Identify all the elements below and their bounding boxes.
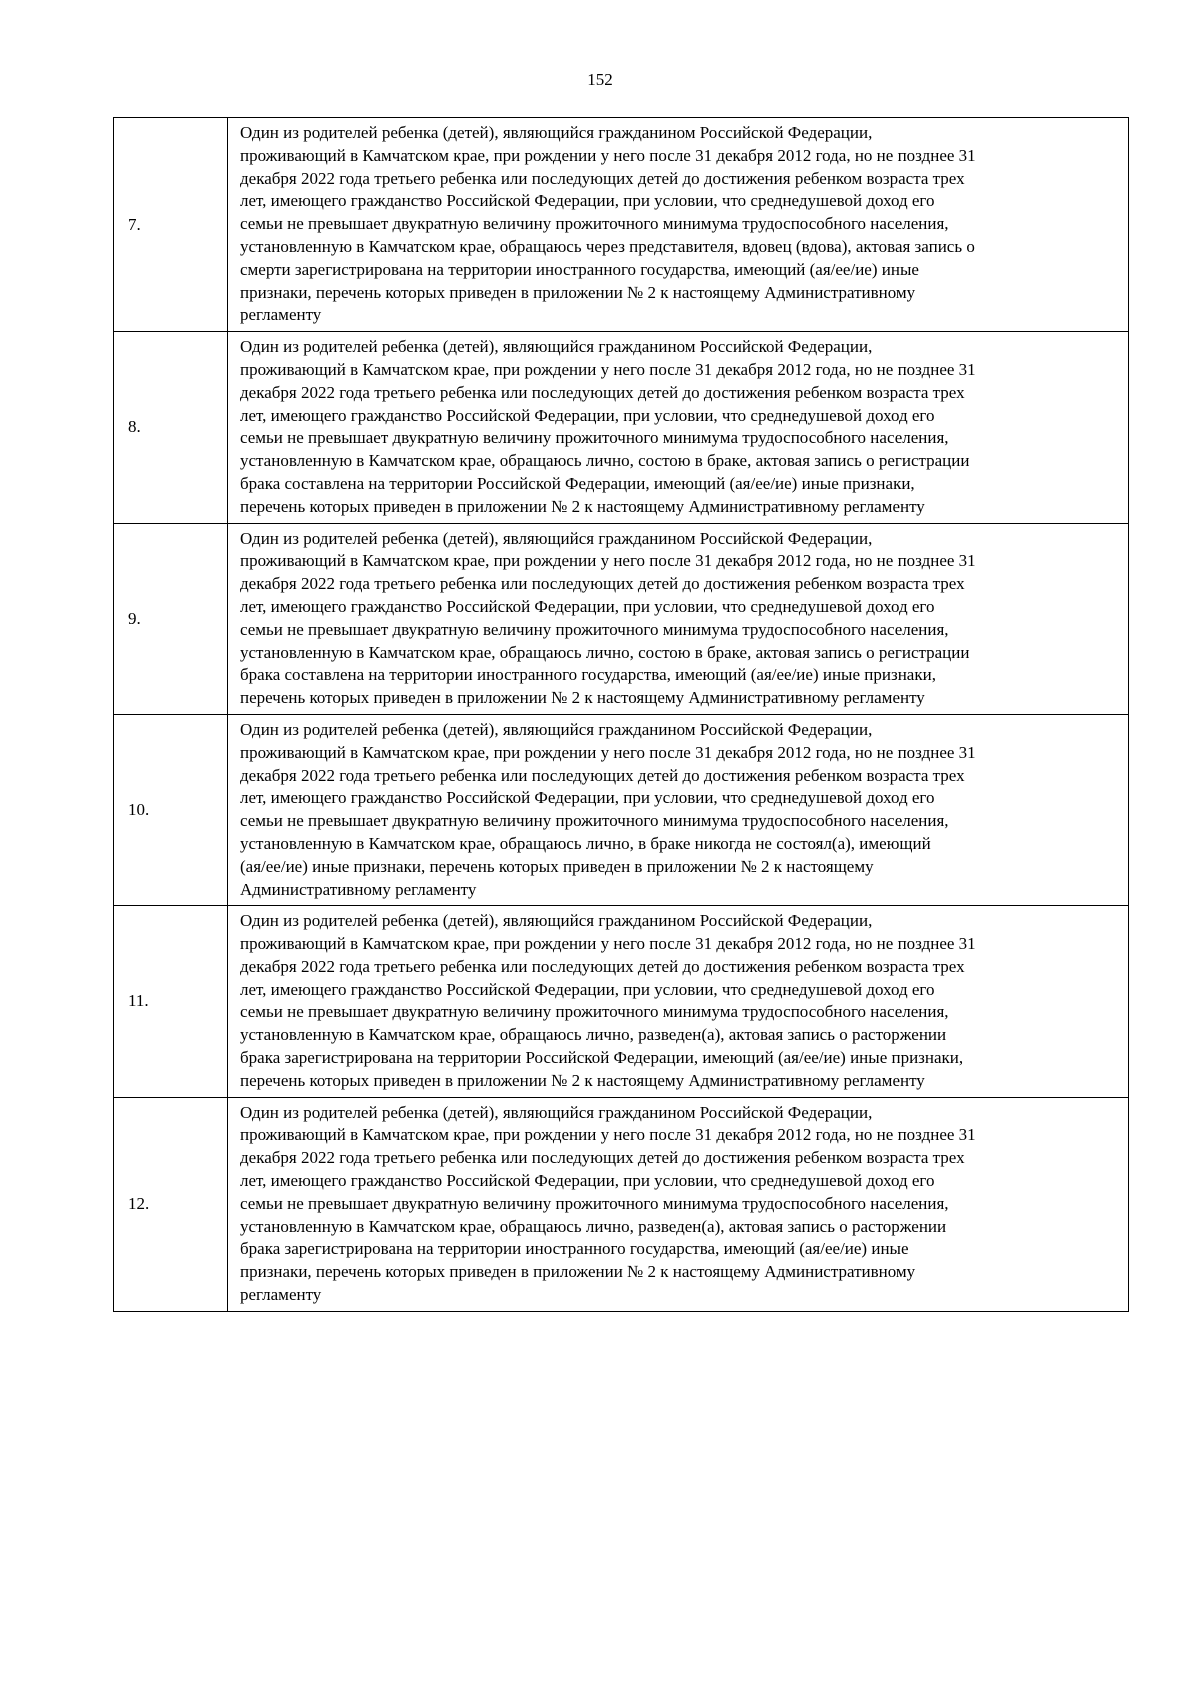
description-line: перечень которых приведен в приложении № 2 к настоящему Административному регламенту [240, 496, 925, 516]
description-line: лет, имеющего гражданство Российской Федерации, при условии, что среднедушевой доход его [240, 788, 935, 808]
regulation-table [113, 117, 1129, 1312]
row-number: 9. [114, 523, 228, 714]
description-line: лет, имеющего гражданство Российской Федерации, при условии, что среднедушевой доход его [240, 1171, 935, 1191]
description-line: лет, имеющего гражданство Российской Федерации, при условии, что среднедушевой доход его [240, 405, 935, 425]
description-line: установленную в Камчатском крае, обращаюсь лично, разведен(а), актовая запись о расторжении [240, 1216, 947, 1236]
description-line: декабря 2022 года третьего ребенка или последующих детей до достижения ребенком возраста трех [240, 574, 965, 594]
description-line: (ая/ее/ие) иные признаки, перечень которых приведен в приложении № 2 к настоящему [240, 856, 874, 876]
description-line: семьи не превышает двукратную величину прожиточного минимума трудоспособного населения, [240, 1193, 949, 1213]
description-line: семьи не превышает двукратную величину прожиточного минимума трудоспособного населения, [240, 428, 949, 448]
page-number: 152 [587, 70, 613, 89]
row-number: 10. [114, 714, 228, 905]
table-body [114, 118, 1129, 1312]
row-number: 11. [114, 906, 228, 1097]
description-line: Один из родителей ребенка (детей), являющийся гражданином Российской Федерации, [240, 1102, 873, 1122]
description-line: проживающий в Камчатском крае, при рождении у него после 31 декабря 2012 года, но не позднее 31 [240, 1125, 976, 1145]
description-line: брака составлена на территории иностранного государства, имеющий (ая/ее/ие) иные признаки, [240, 665, 936, 685]
row-description [228, 714, 1129, 905]
description-line: декабря 2022 года третьего ребенка или последующих детей до достижения ребенком возраста трех [240, 1148, 965, 1168]
description-line: установленную в Камчатском крае, обращаюсь лично, состою в браке, актовая запись о регистрации [240, 451, 970, 471]
description-line: брака зарегистрирована на территории Российской Федерации, имеющий (ая/ее/ие) иные признаки, [240, 1048, 964, 1068]
description-line: Административному регламенту [240, 879, 477, 899]
description-line: перечень которых приведен в приложении № 2 к настоящему Административному регламенту [240, 1070, 925, 1090]
description-line: проживающий в Камчатском крае, при рождении у него после 31 декабря 2012 года, но не позднее 31 [240, 551, 976, 571]
description-line: перечень которых приведен в приложении № 2 к настоящему Административному регламенту [240, 688, 925, 708]
description-line: брака составлена на территории Российской Федерации, имеющий (ая/ее/ие) иные признаки, [240, 473, 915, 493]
description-line: Один из родителей ребенка (детей), являющийся гражданином Российской Федерации, [240, 528, 873, 548]
description-line: регламенту [240, 305, 322, 325]
table-row [114, 523, 1129, 714]
description-line: установленную в Камчатском крае, обращаюсь через представителя, вдовец (вдова), актовая запись о [240, 236, 975, 256]
row-description [228, 332, 1129, 523]
row-description [228, 523, 1129, 714]
description-line: признаки, перечень которых приведен в приложении № 2 к настоящему Административному [240, 282, 916, 302]
description-line: регламенту [240, 1285, 322, 1305]
description-line: проживающий в Камчатском крае, при рождении у него после 31 декабря 2012 года, но не позднее 31 [240, 359, 976, 379]
description-line: Один из родителей ребенка (детей), являющийся гражданином Российской Федерации, [240, 719, 873, 739]
description-line: лет, имеющего гражданство Российской Федерации, при условии, что среднедушевой доход его [240, 596, 935, 616]
description-line: семьи не превышает двукратную величину прожиточного минимума трудоспособного населения, [240, 811, 949, 831]
description-line: признаки, перечень которых приведен в приложении № 2 к настоящему Административному [240, 1262, 916, 1282]
description-line: Один из родителей ребенка (детей), являющийся гражданином Российской Федерации, [240, 123, 873, 142]
description-line: проживающий в Камчатском крае, при рождении у него после 31 декабря 2012 года, но не позднее 31 [240, 934, 976, 954]
description-line: Один из родителей ребенка (детей), являющийся гражданином Российской Федерации, [240, 337, 873, 357]
table-row [114, 332, 1129, 523]
row-description [228, 906, 1129, 1097]
description-line: смерти зарегистрирована на территории иностранного государства, имеющий (ая/ее/ие) иные [240, 259, 919, 279]
row-number: 7. [114, 118, 228, 332]
description-line: декабря 2022 года третьего ребенка или последующих детей до достижения ребенком возраста трех [240, 765, 965, 785]
description-line: установленную в Камчатском крае, обращаюсь лично, состою в браке, актовая запись о регистрации [240, 642, 970, 662]
table-row [114, 714, 1129, 905]
description-line: брака зарегистрирована на территории иностранного государства, имеющий (ая/ее/ие) иные [240, 1239, 909, 1259]
description-line: семьи не превышает двукратную величину прожиточного минимума трудоспособного населения, [240, 619, 949, 639]
description-line: декабря 2022 года третьего ребенка или последующих детей до достижения ребенком возраста трех [240, 956, 965, 976]
description-line: проживающий в Камчатском крае, при рождении у него после 31 декабря 2012 года, но не позднее 31 [240, 742, 976, 762]
description-line: установленную в Камчатском крае, обращаюсь лично, разведен(а), актовая запись о расторжении [240, 1025, 947, 1045]
table-row [114, 1097, 1129, 1311]
description-line: семьи не превышает двукратную величину прожиточного минимума трудоспособного населения, [240, 214, 949, 234]
description-line: семьи не превышает двукратную величину прожиточного минимума трудоспособного населения, [240, 1002, 949, 1022]
row-description [228, 1097, 1129, 1311]
description-line: декабря 2022 года третьего ребенка или последующих детей до достижения ребенком возраста трех [240, 382, 965, 402]
description-line: проживающий в Камчатском крае, при рождении у него после 31 декабря 2012 года, но не позднее 31 [240, 145, 976, 165]
table-row [114, 118, 1129, 332]
description-line: лет, имеющего гражданство Российской Федерации, при условии, что среднедушевой доход его [240, 979, 935, 999]
row-description [228, 118, 1129, 332]
row-number: 8. [114, 332, 228, 523]
table-row [114, 906, 1129, 1097]
description-line: декабря 2022 года третьего ребенка или последующих детей до достижения ребенком возраста трех [240, 168, 965, 188]
row-number: 12. [114, 1097, 228, 1311]
description-line: Один из родителей ребенка (детей), являющийся гражданином Российской Федерации, [240, 911, 873, 931]
description-line: установленную в Камчатском крае, обращаюсь лично, в браке никогда не состоял(а), имеющий [240, 833, 931, 853]
description-line: лет, имеющего гражданство Российской Федерации, при условии, что среднедушевой доход его [240, 191, 935, 211]
